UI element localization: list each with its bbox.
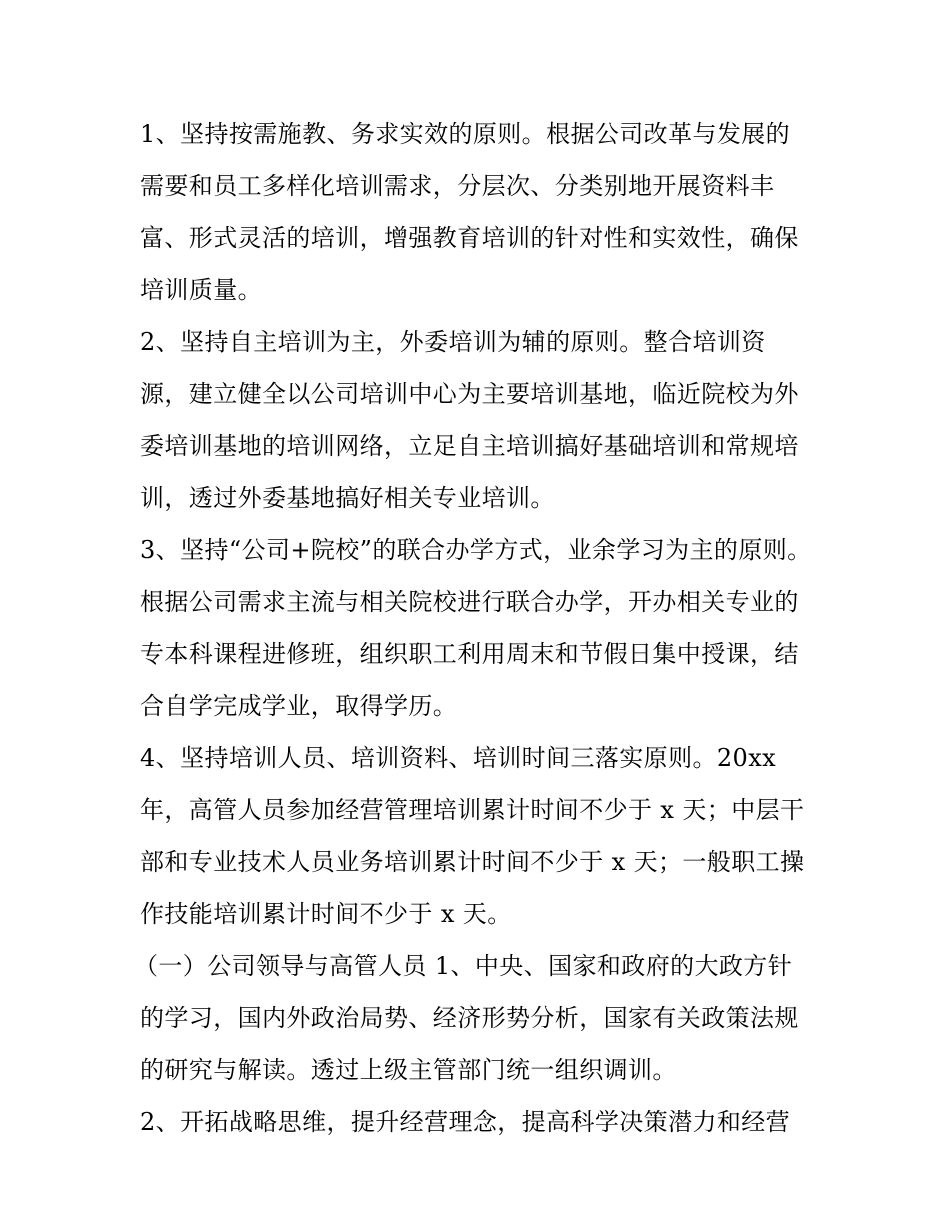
text-line: 部和专业技术人员业务培训累计时间不少于 x 天；一般职工操 [140,848,805,876]
text-line: 4、坚持培训人员、培训资料、培训时间三落实原则。20xx [140,744,777,772]
text-line: （一）公司领导与高管人员 1、中央、国家和政府的大政方针 [134,952,793,980]
text-line: 培训质量。 [140,276,262,304]
text-line: 训，透过外委基地搞好相关专业培训。 [140,484,555,512]
document-body [134,108,812,1148]
text-line: 的学习，国内外政治局势、经济形势分析，国家有关政策法规 [140,1004,799,1032]
text-line: 需要和员工多样化培训需求，分层次、分类别地开展资料丰 [140,172,775,200]
text-line: 作技能培训累计时间不少于 x 天。 [140,900,512,928]
text-line: 的研究与解读。透过上级主管部门统一组织调训。 [140,1056,677,1084]
text-line: 合自学完成学业，取得学历。 [140,692,458,720]
text-line: 根据公司需求主流与相关院校进行联合办学，开办相关专业的 [140,588,799,616]
text-line: 2、坚持自主培训为主，外委培训为辅的原则。整合培训资 [140,328,766,356]
text-line: 源，建立健全以公司培训中心为主要培训基地，临近院校为外 [140,380,799,408]
text-line: 专本科课程进修班，组织职工利用周末和节假日集中授课，结 [140,640,799,668]
text-line: 2、开拓战略思维，提升经营理念，提高科学决策潜力和经营 [140,1108,791,1136]
text-line: 年，高管人员参加经营管理培训累计时间不少于 x 天；中层干 [140,796,805,824]
text-line: 委培训基地的培训网络，立足自主培训搞好基础培训和常规培 [140,432,799,460]
text-line: 3、坚持“公司+院校”的联合办学方式，业余学习为主的原则。 [140,536,812,564]
text-line: 富、形式灵活的培训，增强教育培训的针对性和实效性，确保 [140,224,799,252]
text-line: 1、坚持按需施教、务求实效的原则。根据公司改革与发展的 [140,120,791,148]
